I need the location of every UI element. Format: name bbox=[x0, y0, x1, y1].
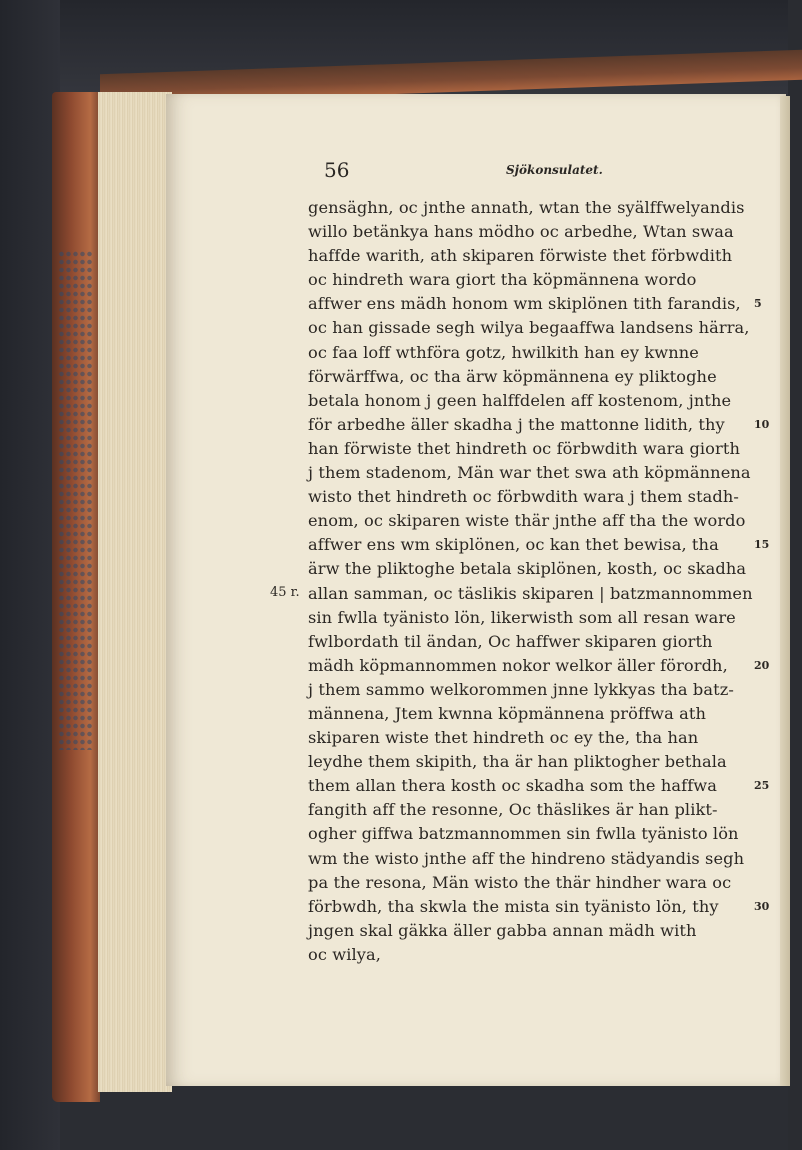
text-line: fangith aff the resonne, Oc thäslikes är han plikt- bbox=[308, 800, 718, 820]
text-line: leydhe them skipith, tha är han pliktogher bethala bbox=[308, 752, 727, 772]
page-right-edge bbox=[780, 96, 790, 1086]
text-line: affwer ens wm skiplönen, oc kan thet bewisa, tha bbox=[308, 535, 719, 555]
text-line: haffde warith, ath skiparen förwiste thet förbwdith bbox=[308, 246, 733, 266]
text-line: oc hindreth wara giort tha köpmännena wordo bbox=[308, 270, 697, 290]
line-number: 25 bbox=[754, 779, 770, 792]
text-line: affwer ens mädh honom wm skiplönen tith farandis, bbox=[308, 294, 741, 314]
text-line: gensäghn, oc jnthe annath, wtan the syälffwelyandis bbox=[308, 198, 745, 217]
text-line: enom, oc skiparen wiste thär jnthe aff tha the wordo bbox=[308, 511, 746, 531]
text-line: skiparen wiste thet hindreth oc ey the, tha han bbox=[308, 728, 699, 748]
text-line: oc han gissade segh wilya begaaffwa landsens härra, bbox=[308, 318, 750, 338]
text-line: pa the resona, Män wisto the thär hindher wara oc bbox=[308, 872, 732, 892]
text-line: wisto thet hindreth oc förbwdith wara j them stadh- bbox=[308, 487, 739, 507]
line-number: 15 bbox=[754, 538, 770, 551]
text-line: wm the wisto jnthe aff the hindreno städyandis segh bbox=[308, 848, 745, 868]
cover-marbling bbox=[58, 250, 94, 750]
text-line: j them sammo welkorommen jnne lykkyas tha batz- bbox=[308, 679, 734, 699]
line-number: 10 bbox=[754, 418, 770, 431]
backdrop-left bbox=[0, 0, 60, 1150]
line-number: 5 bbox=[754, 297, 762, 310]
text-line: männena, Jtem kwnna köpmännena pröffwa ath bbox=[308, 703, 707, 723]
line-number: 30 bbox=[754, 900, 770, 913]
text-line: oc wilya, bbox=[308, 944, 382, 964]
backdrop-right bbox=[788, 0, 802, 1150]
text-line: ogher giffwa batzmannommen sin fwlla tyänisto lön bbox=[308, 824, 739, 844]
text-line: them allan thera kosth oc skadha som the haffwa bbox=[308, 776, 717, 796]
page-number: 56 bbox=[324, 158, 350, 182]
folio-mark: 45 r. bbox=[270, 585, 300, 600]
text-line: jngen skal gäkka äller gabba annan mädh with bbox=[308, 920, 697, 940]
text-line: betala honom j geen halffdelen aff kostenom, jnthe bbox=[308, 390, 732, 410]
line-number: 20 bbox=[754, 659, 770, 672]
text-line: fwlbordath til ändan, Oc haffwer skiparen giorth bbox=[308, 631, 713, 651]
text-line: förbwdh, tha skwla the mista sin tyänisto lön, thy bbox=[308, 896, 719, 916]
text-line: mädh köpmannommen nokor welkor äller förordh, bbox=[308, 655, 728, 675]
running-head: Sjökonsulatet. bbox=[506, 163, 603, 177]
text-line: willo betänkya hans mödho oc arbedhe, Wtan swaa bbox=[308, 222, 734, 242]
text-line: j them stadenom, Män war thet swa ath köpmännena bbox=[308, 463, 751, 483]
text-line: för arbedhe äller skadha j the mattonne lidith, thy bbox=[308, 414, 725, 434]
text-line: allan samman, oc täslikis skiparen | batzmannommen bbox=[308, 583, 753, 603]
text-line: sin fwlla tyänisto lön, likerwisth som all resan ware bbox=[308, 607, 736, 627]
text-line: ärw the pliktoghe betala skiplönen, kosth, oc skadha bbox=[308, 559, 747, 579]
body-text bbox=[308, 196, 764, 967]
page-edges bbox=[98, 92, 172, 1092]
text-line: förwärffwa, oc tha ärw köpmännena ey pliktoghe bbox=[308, 366, 717, 386]
text-line: oc faa loff wthföra gotz, hwilkith han ey kwnne bbox=[308, 342, 699, 362]
text-line: han förwiste thet hindreth oc förbwdith wara giorth bbox=[308, 438, 740, 458]
